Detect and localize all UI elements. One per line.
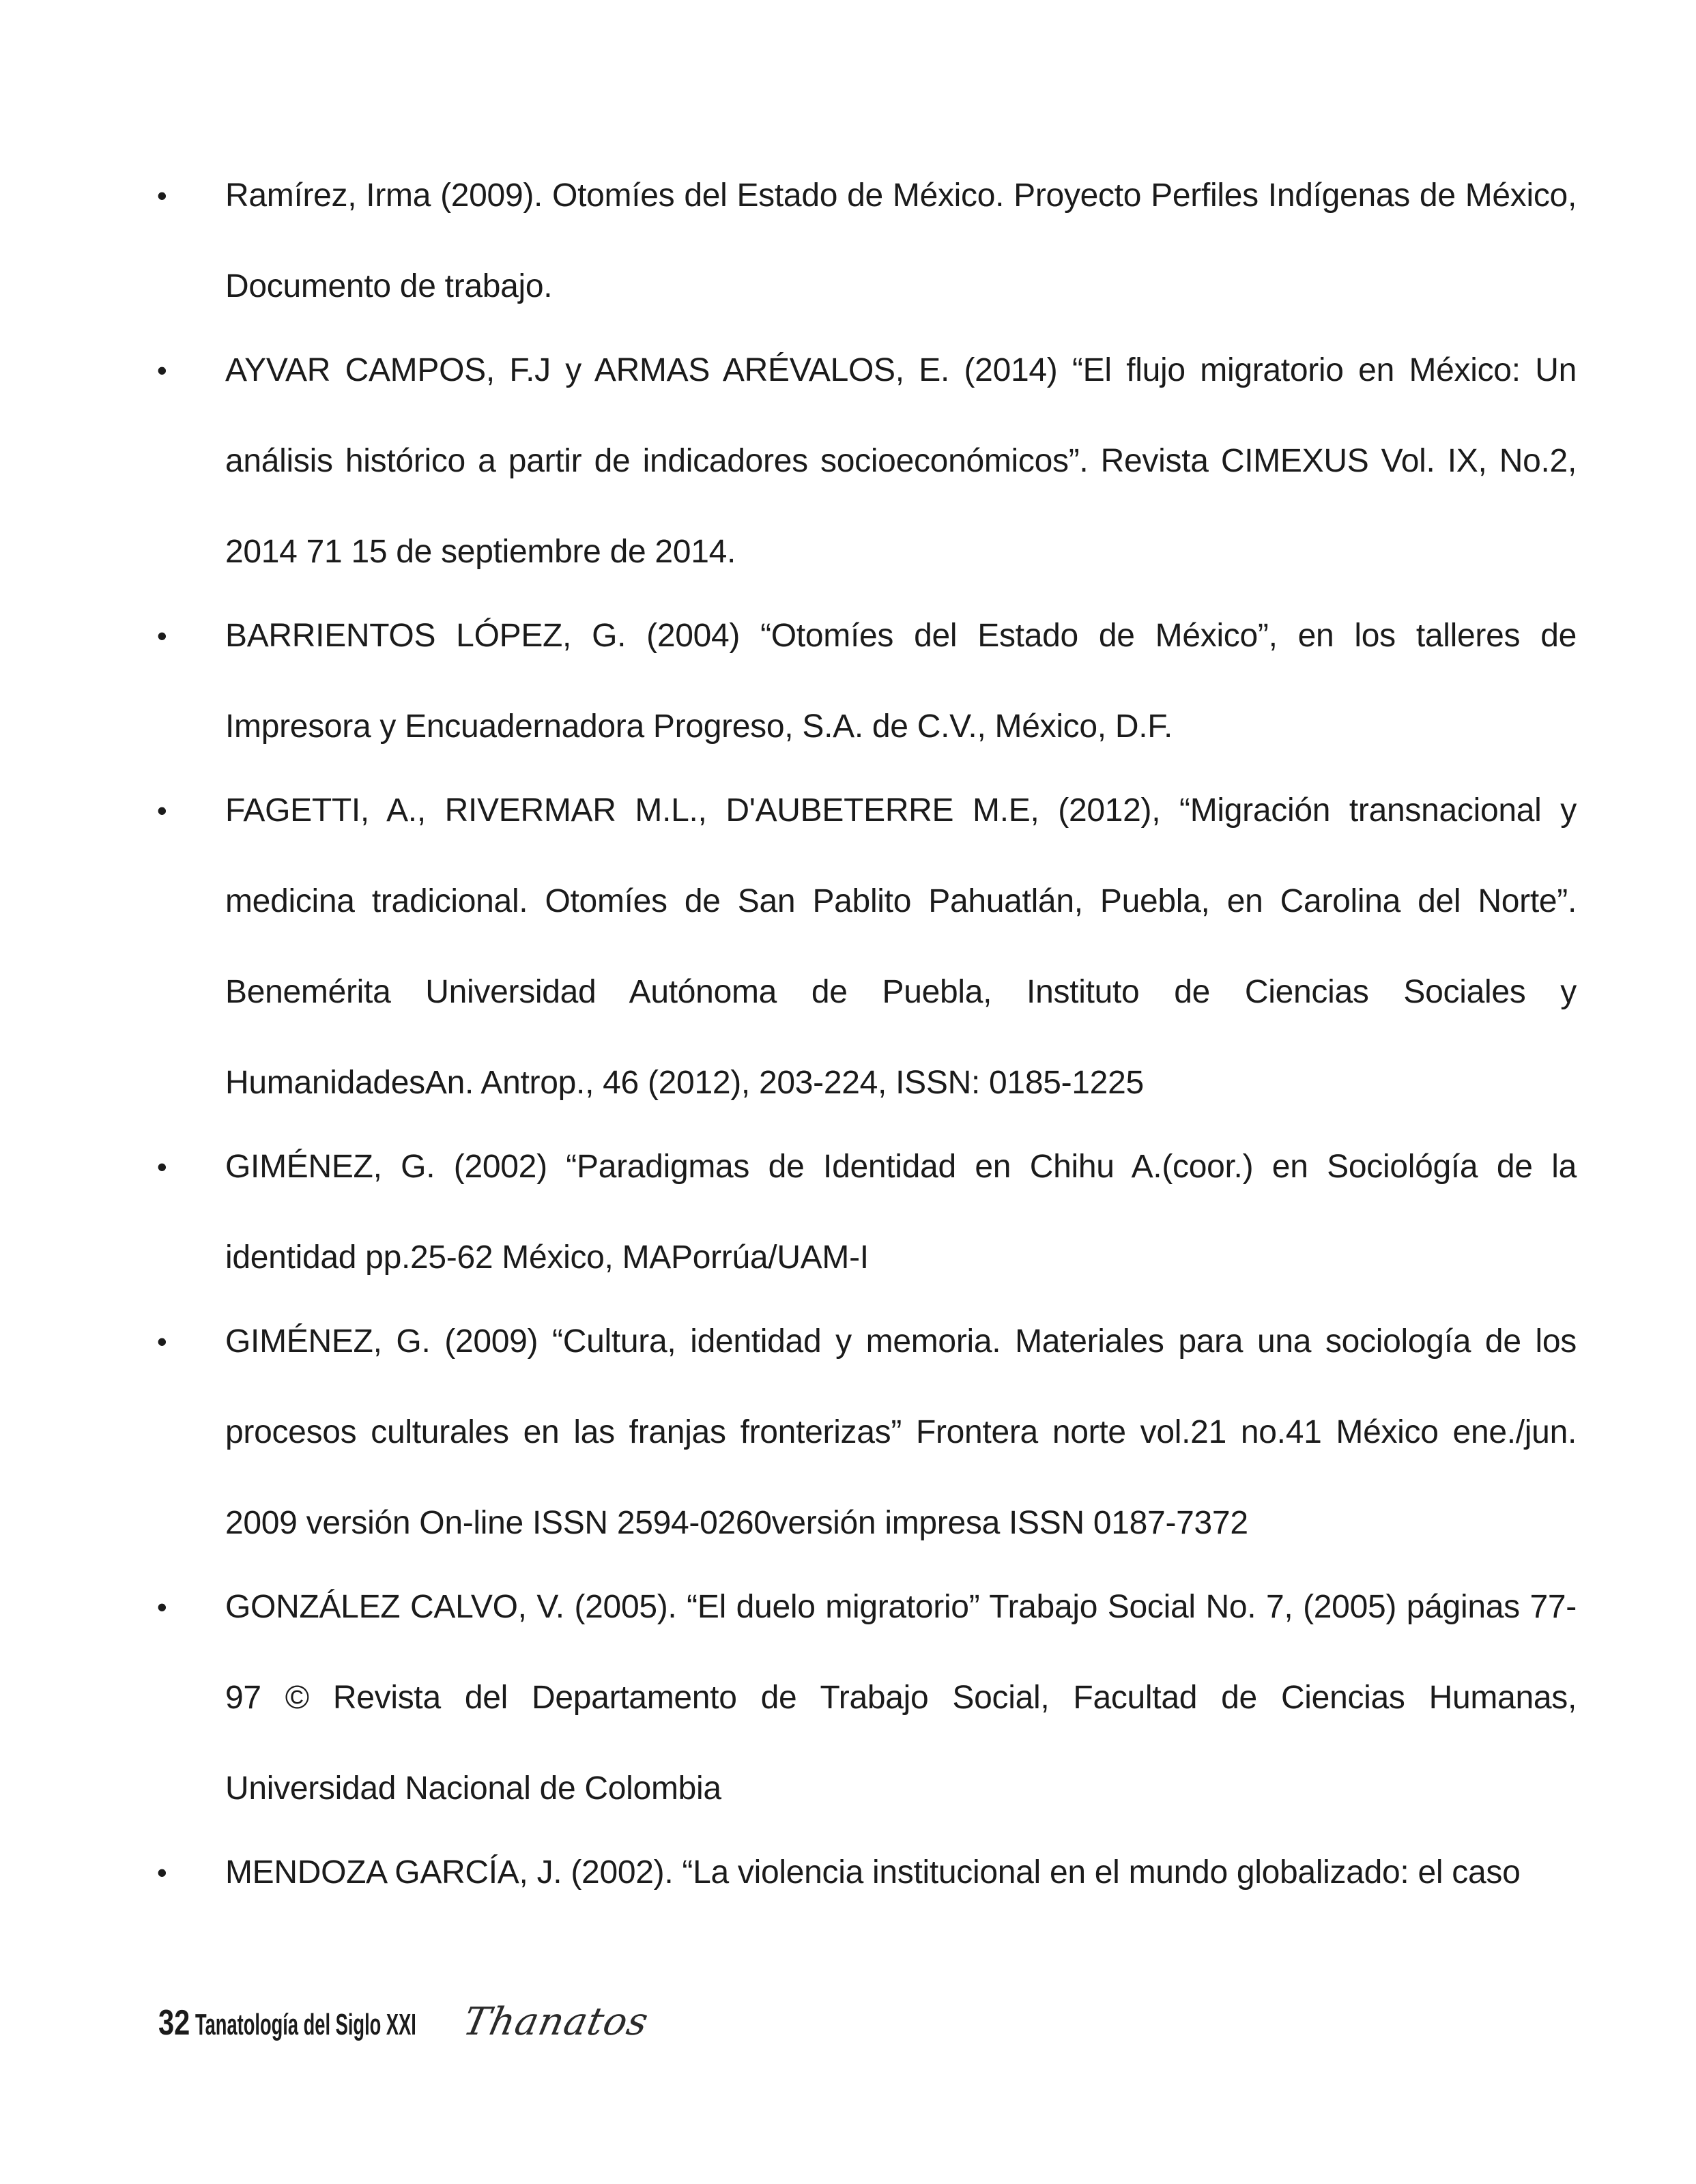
reference-text: GONZÁLEZ CALVO, V. (2005). “El duelo migratorio” Trabajo Social No. 7, (2005) páginas 77-97 © Revista del Departamento de Trabajo Social, Facultad de Ciencias Humanas, Universidad Nacional de Colombia xyxy=(225,1589,1577,1807)
reference-text: BARRIENTOS LÓPEZ, G. (2004) “Otomíes del Estado de México”, en los talleres de Impresora y Encuadernadora Progreso, S.A. de C.V., México, D.F. xyxy=(225,618,1577,745)
bullet-icon: • xyxy=(157,1151,167,1183)
journal-logo: Thanatos xyxy=(459,2000,653,2044)
page-number: 32 xyxy=(158,2003,190,2043)
reference-text: AYVAR CAMPOS, F.J y ARMAS ARÉVALOS, E. (2014) “El flujo migratorio en México: Un análisis histórico a partir de indicadores socioeconómicos”. Revista CIMEXUS Vol. IX, No.2, 2014 71 15 de septiembre de 2014. xyxy=(225,352,1577,570)
reference-item xyxy=(157,1121,1577,1303)
reference-item xyxy=(157,1827,1577,1918)
bullet-icon: • xyxy=(157,1856,167,1888)
reference-text: Ramírez, Irma (2009). Otomíes del Estado de México. Proyecto Perfiles Indígenas de México, Documento de trabajo. xyxy=(225,177,1577,304)
page-footer xyxy=(158,2000,653,2061)
bullet-icon: • xyxy=(157,1325,167,1357)
bullet-icon: • xyxy=(157,354,167,386)
bullet-icon: • xyxy=(157,620,167,652)
bullet-icon: • xyxy=(157,179,167,212)
reference-text: GIMÉNEZ, G. (2009) “Cultura, identidad y memoria. Materiales para una sociología de los procesos culturales en las franjas fronterizas” Frontera norte vol.21 no.41 México ene./jun. 2009 versión On-line ISSN 2594-0260versión impresa ISSN 0187-7372 xyxy=(225,1323,1577,1541)
reference-item xyxy=(157,150,1577,332)
reference-item xyxy=(157,590,1577,772)
reference-text: FAGETTI, A., RIVERMAR M.L., D'AUBETERRE M.E, (2012), “Migración transnacional y medicina tradicional. Otomíes de San Pablito Pahuatlán, Puebla, en Carolina del Norte”. Benemérita Universidad Autónoma de Puebla, Instituto de Ciencias Sociales y HumanidadesAn. Antrop., 46 (2012), 203-224, ISSN: 0185-1225 xyxy=(225,792,1577,1101)
reference-text: MENDOZA GARCÍA, J. (2002). “La violencia institucional en el mundo globalizado: el caso xyxy=(225,1854,1521,1891)
reference-item xyxy=(157,1562,1577,1834)
reference-item xyxy=(157,765,1577,1128)
reference-text: GIMÉNEZ, G. (2002) “Paradigmas de Identidad en Chihu A.(coor.) en Sociológía de la identidad pp.25-62 México, MAPorrúa/UAM-I xyxy=(225,1149,1577,1276)
bullet-icon: • xyxy=(157,1591,167,1623)
reference-item xyxy=(157,1296,1577,1568)
bullet-icon: • xyxy=(157,794,167,827)
reference-list xyxy=(157,150,1577,1911)
journal-name: Tanatología del Siglo XXI xyxy=(195,2008,416,2041)
reference-item xyxy=(157,325,1577,597)
